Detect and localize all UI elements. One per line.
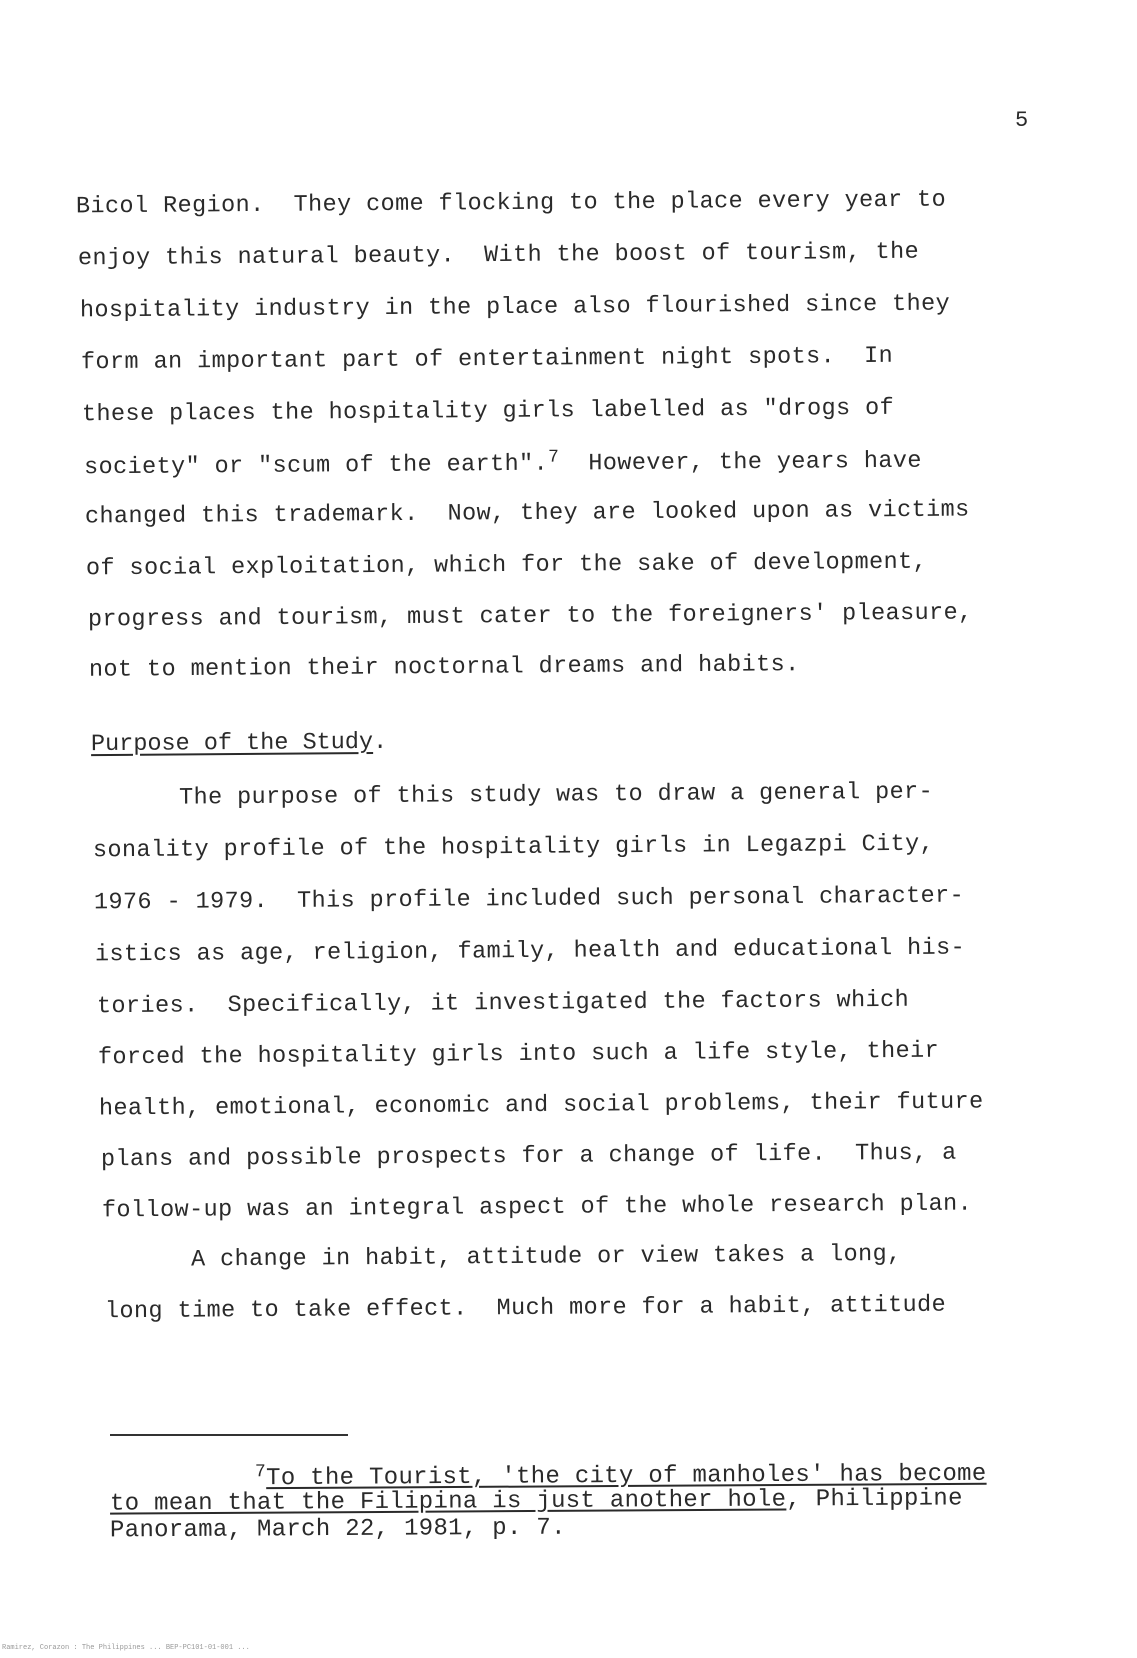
section-line: long time to take effect. Much more for a habit, attitude	[104, 1291, 947, 1326]
body-line: enjoy this natural beauty. With the boost of tourism, the	[77, 238, 920, 273]
body-line: form an important part of entertainment night spots. In	[80, 342, 894, 377]
footnote-separator	[110, 1434, 348, 1436]
body-line: these places the hospitality girls labelled as "drogs of	[81, 394, 895, 429]
body-line: changed this trademark. Now, they are looked upon as victims	[84, 496, 970, 531]
body-line-start: society" or "scum of the earth".	[83, 450, 549, 482]
section-line: istics as age, religion, family, health and educational his-	[94, 934, 966, 969]
section-line: tories. Specifically, it investigated the factors which	[96, 986, 910, 1021]
body-line: Bicol Region. They come flocking to the place every year to	[75, 186, 947, 221]
section-heading-text: Purpose of the Study	[90, 728, 374, 759]
footnote-line: Panorama, March 22, 1981, p. 7.	[109, 1514, 566, 1545]
section-heading	[91, 729, 387, 758]
section-line: plans and possible prospects for a change of life. Thus, a	[100, 1139, 957, 1174]
section-line: A change in habit, attitude or view takes a long,	[103, 1240, 902, 1275]
footnote-reference: 7	[547, 447, 560, 468]
section-line: follow-up was an integral aspect of the whole research plan.	[101, 1190, 973, 1225]
footnote-source: , Philippine	[786, 1485, 963, 1514]
body-line: not to mention their noctornal dreams and habits.	[88, 651, 800, 684]
body-line-with-footnote-ref	[84, 445, 922, 482]
section-line: forced the hospitality girls into such a life style, their	[97, 1037, 940, 1072]
section-line: The purpose of this study was to draw a general per-	[91, 778, 934, 813]
page-number: 5	[1015, 108, 1029, 133]
footnote-title-part2: to mean that the Filipina is just another hole	[109, 1486, 787, 1518]
footnote-line	[110, 1485, 963, 1517]
footnote-title-part1: To the Tourist, 'the city of manholes' has become	[266, 1460, 987, 1493]
body-line: hospitality industry in the place also flourished since they	[79, 290, 951, 325]
section-line: 1976 - 1979. This profile included such personal character-	[93, 882, 965, 917]
footnote-number: 7	[254, 1462, 267, 1483]
body-line: progress and tourism, must cater to the foreigners' pleasure,	[87, 599, 973, 634]
body-line-end: However, the years have	[559, 447, 922, 478]
scan-stamp: Ramirez, Corazon : The Philippines ... BEP-PC101-01-001 ...	[2, 1644, 250, 1652]
body-line: of social exploitation, which for the sake of development,	[85, 548, 928, 583]
section-line: health, emotional, economic and social problems, their future	[98, 1088, 984, 1123]
section-heading-period: .	[372, 728, 388, 756]
section-line: sonality profile of the hospitality girls in Legazpi City,	[92, 830, 935, 865]
